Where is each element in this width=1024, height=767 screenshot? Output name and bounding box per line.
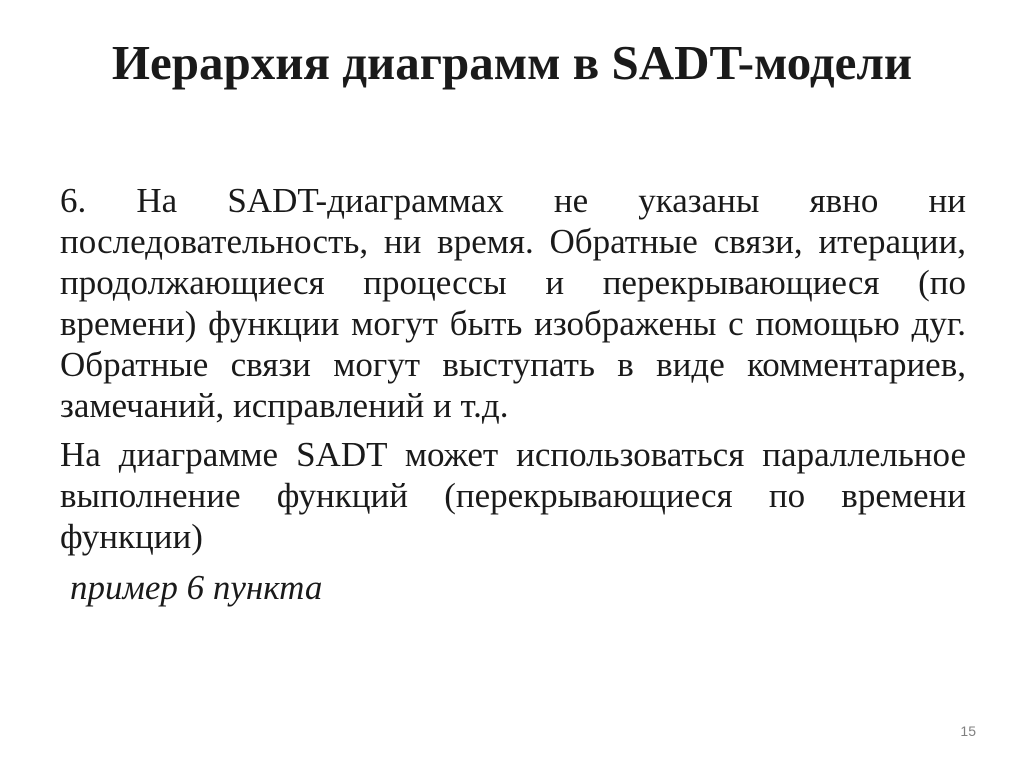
slide-title: Иерархия диаграмм в SADT-модели	[111, 35, 913, 90]
example-label: пример 6 пункта	[70, 568, 323, 607]
slide-body	[60, 180, 966, 608]
body-paragraph-1: 6. На SADT-диаграммах не указаны явно ни последовательность, ни время. Обратные связи, итерации, продолжающиеся процессы и перекрывающиеся (по времени) функции могут быть изображены с помощью дуг. Обратные связи могут выступать в виде комментариев, замечаний, исправлений и т.д.	[60, 181, 966, 425]
page-number: 15	[960, 723, 976, 739]
body-paragraph-2: На диаграмме SADT может использоваться параллельное выполнение функций (перекрывающиеся по времени функции)	[60, 435, 966, 556]
